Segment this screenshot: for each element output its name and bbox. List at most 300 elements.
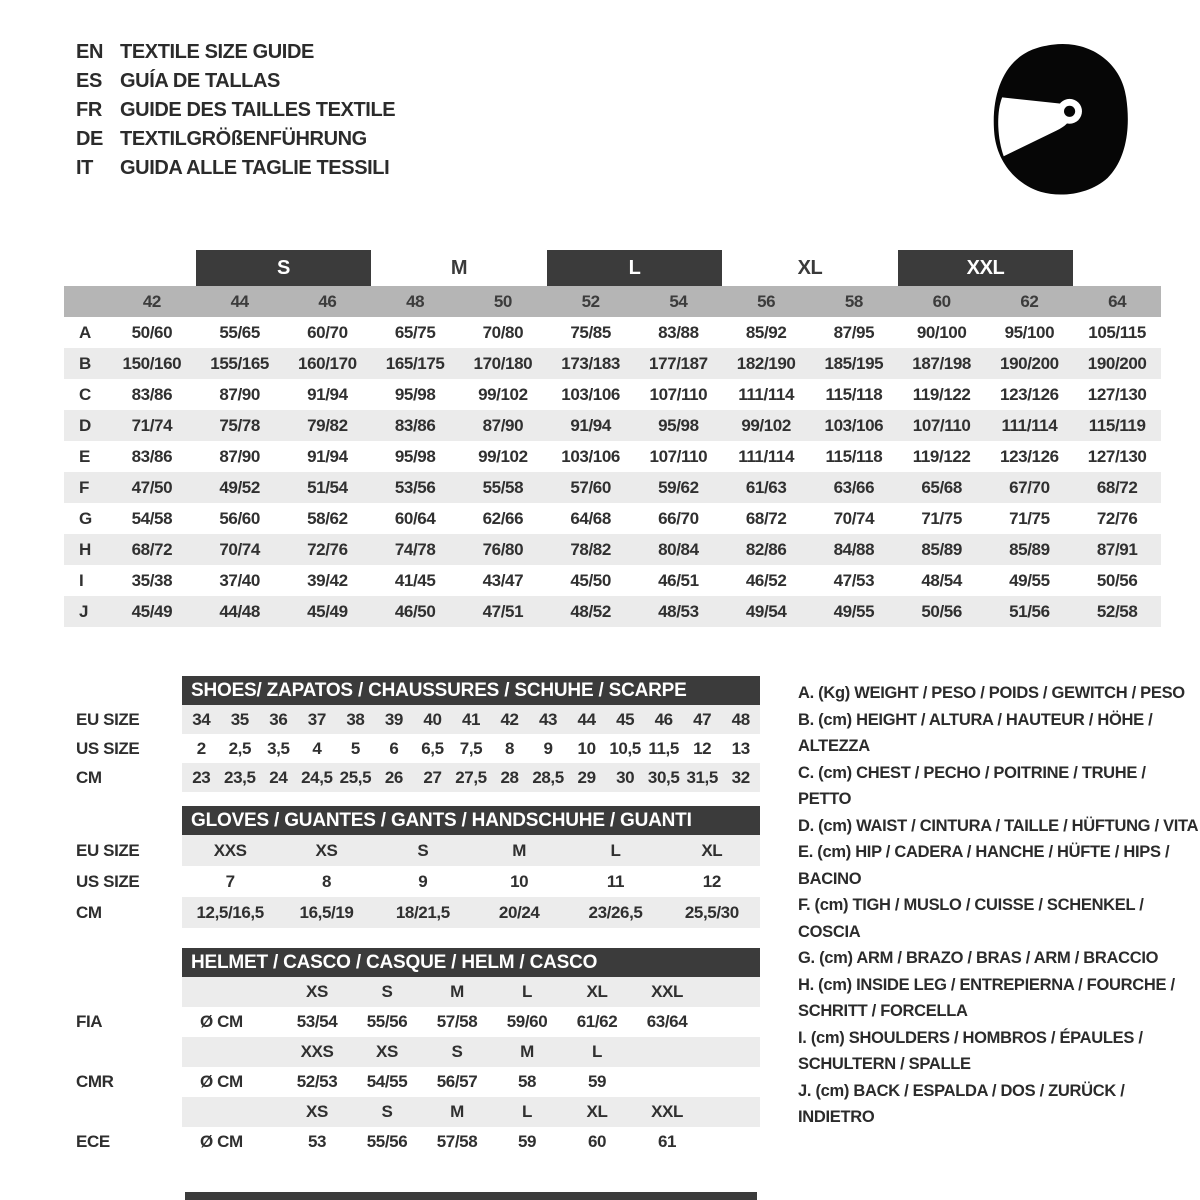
language-code: FR: [76, 99, 102, 121]
size-value-cell: 95/100: [1004, 322, 1055, 342]
size-value-cell: 85/89: [1009, 539, 1050, 559]
size-group-s: S: [196, 250, 372, 286]
size-value-cell: 68/72: [1096, 477, 1138, 497]
shoes-value-cell: 27,5: [455, 767, 487, 787]
size-value-cell: 103/106: [824, 415, 884, 435]
measure-letter: H: [79, 539, 91, 559]
helmet-icon-svg: [982, 40, 1137, 195]
size-table-row: [64, 317, 1161, 348]
shoes-value-cell: 46: [654, 709, 673, 729]
helmet-value-cell: 55/56: [366, 1012, 408, 1031]
size-value-cell: 119/122: [912, 446, 971, 466]
guide-title: GUÍA DE TALLAS: [120, 70, 280, 92]
size-value-cell: 160/170: [298, 353, 357, 373]
gloves-value-cell: 20/24: [498, 902, 540, 922]
numeric-size-label: 44: [230, 291, 249, 311]
shoes-value-cell: 25,5: [339, 767, 372, 787]
gloves-value-cell: 18/21,5: [395, 902, 450, 922]
size-value-cell: 185/195: [824, 353, 884, 373]
helmet-size-label: L: [592, 1042, 602, 1061]
helmet-value-cell: 60: [587, 1132, 607, 1151]
helmet-values-row: [64, 1067, 760, 1097]
gloves-section-header: GLOVES / GUANTES / GANTS / HANDSCHUHE / GUANTI: [182, 806, 760, 835]
size-value-cell: 190/200: [1087, 353, 1147, 373]
row-label: CM: [76, 902, 102, 922]
numeric-size-label: 56: [757, 291, 776, 311]
size-value-cell: 37/40: [219, 570, 260, 590]
size-table-row: [64, 410, 1161, 441]
shoes-value-cell: 28,5: [532, 767, 564, 787]
legend-item: J. (cm) BACK / ESPALDA / DOS / ZURÜCK / INDIETRO: [798, 1081, 1125, 1126]
size-value-cell: 170/180: [473, 353, 533, 373]
row-label: US SIZE: [76, 738, 140, 758]
gloves-value-cell: 7: [225, 871, 235, 891]
diameter-unit-label: Ø CM: [200, 1012, 243, 1031]
shoes-value-cell: 24: [269, 767, 288, 787]
shoes-value-cell: 32: [731, 767, 750, 787]
shoes-value-cell: 47: [693, 709, 712, 729]
size-value-cell: 45/49: [307, 601, 348, 621]
helmet-value-cell: 61: [657, 1132, 677, 1151]
size-value-cell: 82/86: [745, 539, 787, 559]
numeric-size-label: 50: [493, 291, 512, 311]
shoes-value-cell: 45: [616, 709, 635, 729]
size-value-cell: 105/115: [1088, 322, 1146, 342]
size-value-cell: 56/60: [219, 508, 260, 528]
helmet-icon: [982, 40, 1137, 195]
helmet-value-cell: 57/58: [436, 1012, 478, 1031]
size-value-cell: 127/130: [1087, 446, 1147, 466]
shoes-row: [64, 705, 760, 734]
shoes-value-cell: 36: [269, 709, 288, 729]
measure-letter: E: [79, 446, 90, 466]
shoes-row: [64, 734, 760, 763]
size-value-cell: 68/72: [131, 539, 173, 559]
shoes-section-header-row: [64, 676, 760, 705]
size-value-cell: 119/122: [912, 384, 971, 404]
size-value-cell: 43/47: [482, 570, 524, 590]
shoes-table: [64, 705, 760, 792]
size-value-cell: 47/51: [482, 601, 524, 621]
helmet-size-label: XXS: [300, 1042, 334, 1061]
helmet-value-cell: 54/55: [366, 1072, 408, 1091]
size-value-cell: 48/53: [658, 601, 699, 621]
spacer: [64, 977, 182, 1007]
diameter-unit-label: Ø CM: [200, 1132, 243, 1151]
spacer: [64, 1037, 182, 1067]
gloves-value-cell: 10: [510, 871, 529, 891]
helmet-sizes-row: [64, 977, 760, 1007]
size-value-cell: 115/119: [1088, 415, 1146, 435]
size-value-cell: 52/58: [1096, 601, 1138, 621]
legend-item: C. (cm) CHEST / PECHO / POITRINE / TRUHE / PETTO: [798, 763, 1146, 808]
language-code: ES: [76, 70, 102, 92]
helmet-value-cell: 58: [517, 1072, 537, 1091]
spacer: [64, 792, 760, 806]
shoes-value-cell: 3,5: [267, 738, 290, 758]
size-value-cell: 64/68: [570, 508, 611, 528]
helmet-value-cell: 52/53: [296, 1072, 338, 1091]
shoes-value-cell: 44: [577, 709, 596, 729]
size-value-cell: 111/114: [738, 446, 795, 466]
legend-item: I. (cm) SHOULDERS / HOMBROS / ÉPAULES / SCHULTERN / SPALLE: [798, 1028, 1143, 1073]
helmet-value-cell: 53: [307, 1132, 327, 1151]
size-value-cell: 49/55: [1009, 570, 1050, 590]
spacer: [64, 676, 182, 705]
size-value-cell: 71/75: [1009, 508, 1050, 528]
legend-item: B. (cm) HEIGHT / ALTURA / HAUTEUR / HÖHE / ALTEZZA: [798, 710, 1153, 755]
size-table-row: [64, 379, 1161, 410]
numeric-size-label: 54: [669, 291, 688, 311]
standard-label: FIA: [76, 1012, 103, 1031]
size-value-cell: 80/84: [658, 539, 699, 559]
size-value-cell: 58/62: [307, 508, 348, 528]
gloves-value-cell: L: [610, 840, 621, 860]
helmet-size-label: XS: [376, 1042, 398, 1061]
gloves-row: [64, 897, 760, 928]
size-value-cell: 71/75: [921, 508, 962, 528]
measure-letter: C: [79, 384, 91, 404]
size-value-cell: 99/102: [741, 415, 791, 435]
gloves-value-cell: XS: [315, 840, 338, 860]
size-table-row: [64, 596, 1161, 627]
size-value-cell: 150/160: [122, 353, 182, 373]
size-value-cell: 91/94: [307, 446, 348, 466]
title-row: [76, 96, 395, 125]
size-value-cell: 72/76: [307, 539, 348, 559]
size-value-cell: 99/102: [478, 446, 528, 466]
language-code: IT: [76, 157, 93, 179]
shoes-value-cell: 29: [577, 767, 596, 787]
size-value-cell: 91/94: [307, 384, 348, 404]
shoes-value-cell: 37: [307, 709, 326, 729]
legend-item: A. (Kg) WEIGHT / PESO / POIDS / GEWITCH / PESO: [798, 684, 1185, 702]
diameter-unit-label: Ø CM: [200, 1072, 243, 1091]
gloves-value-cell: XXS: [213, 840, 247, 860]
gloves-value-cell: 11: [606, 871, 625, 891]
shoes-value-cell: 42: [500, 709, 519, 729]
shoes-value-cell: 39: [384, 709, 403, 729]
title-row: [76, 125, 395, 154]
size-value-cell: 107/110: [649, 384, 708, 404]
helmet-size-label: M: [520, 1042, 534, 1061]
helmet-sizes-row: [64, 1097, 760, 1127]
size-table-row: [64, 565, 1161, 596]
shoes-value-cell: 2,5: [228, 738, 252, 758]
size-value-cell: 187/198: [912, 353, 971, 373]
size-value-cell: 70/80: [482, 322, 524, 342]
helmet-size-label: XS: [306, 1102, 328, 1121]
shoes-value-cell: 48: [731, 709, 750, 729]
spacer: [182, 1037, 282, 1067]
size-value-cell: 95/98: [394, 384, 436, 404]
spacer: [182, 1097, 282, 1127]
helmet-size-label: XL: [586, 1102, 608, 1121]
gloves-value-cell: 9: [418, 871, 428, 891]
helmet-size-label: XL: [586, 982, 608, 1001]
spacer: [64, 948, 182, 977]
size-value-cell: 76/80: [482, 539, 524, 559]
size-value-cell: 90/100: [916, 322, 967, 342]
title-row: [76, 154, 395, 183]
size-value-cell: 68/72: [745, 508, 787, 528]
legend-item: F. (cm) TIGH / MUSLO / CUISSE / SCHENKEL / COSCIA: [798, 896, 1144, 941]
numeric-size-label: 52: [581, 291, 600, 311]
helmet-table: [64, 977, 760, 1157]
numeric-size-label: 64: [1108, 291, 1127, 311]
size-value-cell: 123/126: [1000, 384, 1059, 404]
legend-item: D. (cm) WAIST / CINTURA / TAILLE / HÜFTUNG / VITA: [798, 816, 1199, 835]
size-value-cell: 103/106: [561, 384, 620, 404]
size-value-cell: 95/98: [394, 446, 436, 466]
size-value-cell: 65/68: [921, 477, 962, 497]
measure-letter: G: [79, 508, 92, 528]
size-table-row: [64, 503, 1161, 534]
size-value-cell: 49/54: [745, 601, 787, 621]
shoes-value-cell: 5: [350, 738, 360, 758]
helmet-size-label: XXL: [651, 1102, 683, 1121]
textile-size-table: [64, 250, 1161, 627]
helmet-size-label: L: [522, 1102, 532, 1121]
helmet-value-cell: 61/62: [576, 1012, 618, 1031]
shoes-value-cell: 2: [196, 738, 206, 758]
shoes-row: [64, 763, 760, 792]
size-value-cell: 50/56: [921, 601, 962, 621]
shoes-value-cell: 10,5: [609, 738, 641, 758]
size-value-cell: 47/53: [833, 570, 875, 590]
helmet-value-cell: 59/60: [506, 1012, 548, 1031]
size-value-cell: 83/86: [131, 384, 173, 404]
shoes-value-cell: 43: [539, 709, 558, 729]
shoes-value-cell: 7,5: [459, 738, 483, 758]
measure-letter: D: [79, 415, 91, 435]
size-value-cell: 85/92: [745, 322, 787, 342]
spacer: [64, 806, 182, 835]
shoes-value-cell: 26: [384, 767, 403, 787]
shoes-value-cell: 11,5: [648, 738, 679, 758]
size-value-cell: 48/52: [570, 601, 611, 621]
numeric-size-label: 46: [318, 291, 337, 311]
size-value-cell: 55/65: [219, 322, 260, 342]
size-value-cell: 70/74: [833, 508, 875, 528]
shoes-value-cell: 40: [423, 709, 442, 729]
size-value-cell: 107/110: [649, 446, 708, 466]
size-value-cell: 67/70: [1009, 477, 1050, 497]
size-value-cell: 75/85: [570, 322, 611, 342]
size-value-cell: 78/82: [570, 539, 611, 559]
shoes-value-cell: 31,5: [686, 767, 718, 787]
shoes-value-cell: 9: [543, 738, 553, 758]
helmet-size-label: S: [381, 1102, 393, 1121]
standard-label: ECE: [76, 1132, 110, 1151]
size-value-cell: 103/106: [561, 446, 620, 466]
shoes-value-cell: 34: [192, 709, 211, 729]
size-group-header-row: [64, 250, 1161, 286]
size-value-cell: 55/58: [482, 477, 524, 497]
shoes-value-cell: 10: [577, 738, 596, 758]
shoes-value-cell: 35: [230, 709, 249, 729]
spacer: [64, 1097, 182, 1127]
language-code: EN: [76, 41, 103, 63]
size-value-cell: 87/90: [219, 446, 260, 466]
gloves-value-cell: 12,5/16,5: [196, 902, 264, 922]
size-value-cell: 46/52: [745, 570, 787, 590]
helmet-standard-group: [64, 1097, 760, 1157]
size-value-cell: 47/50: [131, 477, 173, 497]
size-table-row: [64, 441, 1161, 472]
size-value-cell: 115/118: [825, 384, 883, 404]
helmet-value-cell: 59: [587, 1072, 607, 1091]
size-value-cell: 87/95: [833, 322, 875, 342]
size-value-cell: 49/55: [833, 601, 875, 621]
helmet-size-label: S: [451, 1042, 463, 1061]
size-group-m: M: [450, 256, 468, 279]
legend-item: E. (cm) HIP / CADERA / HANCHE / HÜFTE / HIPS / BACINO: [798, 843, 1170, 888]
helmet-value-cell: 59: [517, 1132, 537, 1151]
helmet-size-label: M: [450, 982, 464, 1001]
shoes-value-cell: 28: [500, 767, 519, 787]
size-value-cell: 111/114: [1001, 415, 1058, 435]
size-value-cell: 54/58: [131, 508, 173, 528]
size-value-cell: 99/102: [478, 384, 528, 404]
guide-title: TEXTILE SIZE GUIDE: [120, 41, 314, 63]
helmet-section-header-row: [64, 948, 760, 977]
size-value-cell: 66/70: [658, 508, 699, 528]
gloves-row: [64, 835, 760, 866]
gloves-value-cell: XL: [701, 840, 723, 860]
legend-item: G. (cm) ARM / BRAZO / BRAS / ARM / BRACCIO: [798, 949, 1159, 967]
gloves-table: [64, 835, 760, 928]
shoes-value-cell: 8: [505, 738, 515, 758]
size-value-cell: 127/130: [1087, 384, 1147, 404]
helmet-size-label: S: [381, 982, 393, 1001]
row-label: US SIZE: [76, 871, 140, 891]
size-value-cell: 87/90: [482, 415, 524, 435]
title-row: [76, 67, 395, 96]
size-value-cell: 48/54: [921, 570, 962, 590]
size-value-cell: 61/63: [745, 477, 787, 497]
size-value-cell: 53/56: [394, 477, 436, 497]
helmet-size-label: XXL: [651, 982, 683, 1001]
size-table-body: [64, 317, 1161, 627]
size-value-cell: 62/66: [482, 508, 524, 528]
size-value-cell: 123/126: [1000, 446, 1059, 466]
size-value-cell: 111/114: [738, 384, 795, 404]
guide-title: TEXTILGRÖßENFÜHRUNG: [120, 128, 367, 150]
guide-title: GUIDE DES TAILLES TEXTILE: [120, 99, 396, 121]
size-value-cell: 41/45: [394, 570, 436, 590]
gloves-value-cell: 25,5/30: [684, 902, 739, 922]
shoes-value-cell: 12: [693, 738, 712, 758]
size-value-cell: 173/183: [561, 353, 620, 373]
standard-label: CMR: [76, 1072, 114, 1091]
shoes-value-cell: 13: [731, 738, 750, 758]
size-value-cell: 85/89: [921, 539, 962, 559]
shoes-value-cell: 30,5: [647, 767, 680, 787]
helmet-value-cell: 53/54: [296, 1012, 338, 1031]
numeric-size-label: 48: [406, 291, 425, 311]
size-group-l: L: [547, 250, 723, 286]
shoes-section-header: SHOES/ ZAPATOS / CHAUSSURES / SCHUHE / SCARPE: [182, 676, 760, 705]
shoes-value-cell: 41: [461, 709, 481, 729]
gloves-value-cell: 8: [321, 871, 332, 891]
shoes-value-cell: 4: [312, 738, 322, 758]
gloves-value-cell: 12: [702, 871, 721, 891]
measure-letter: A: [79, 322, 91, 342]
shoes-value-cell: 30: [616, 767, 635, 787]
size-value-cell: 91/94: [570, 415, 611, 435]
size-group-xxl: XXL: [898, 250, 1074, 286]
measurement-legend: [798, 680, 1200, 1131]
measure-letter: I: [79, 570, 84, 590]
helmet-value-cell: 63/64: [646, 1012, 688, 1031]
size-value-cell: 83/88: [658, 322, 699, 342]
size-value-cell: 63/66: [833, 477, 875, 497]
spacer: [64, 928, 760, 948]
helmet-size-label: L: [522, 982, 532, 1001]
row-label: CM: [76, 767, 102, 787]
size-value-cell: 35/38: [131, 570, 173, 590]
size-value-cell: 70/74: [219, 539, 260, 559]
gloves-section-header-row: [64, 806, 760, 835]
helmet-section-header: HELMET / CASCO / CASQUE / HELM / CASCO: [182, 948, 760, 977]
helmet-standard-group: [64, 1037, 760, 1097]
size-value-cell: 79/82: [307, 415, 348, 435]
numeric-size-label: 62: [1020, 291, 1039, 311]
size-value-cell: 107/110: [912, 415, 971, 435]
size-value-cell: 87/90: [219, 384, 260, 404]
gloves-value-cell: 16,5/19: [299, 902, 354, 922]
helmet-value-cell: 55/56: [366, 1132, 408, 1151]
size-value-cell: 83/86: [131, 446, 173, 466]
legend-item: H. (cm) INSIDE LEG / ENTREPIERNA / FOURCHE / SCHRITT / FORCELLA: [798, 975, 1175, 1020]
size-value-cell: 51/54: [307, 477, 348, 497]
measure-letter: B: [79, 353, 91, 373]
shoes-value-cell: 6: [389, 738, 399, 758]
size-value-cell: 65/75: [394, 322, 436, 342]
row-label: EU SIZE: [76, 709, 140, 729]
measure-letter: J: [79, 601, 89, 621]
size-value-cell: 165/175: [385, 353, 445, 373]
gloves-value-cell: S: [417, 840, 429, 860]
shoes-value-cell: 38: [346, 709, 365, 729]
language-code: DE: [76, 128, 103, 150]
numeric-size-label: 42: [142, 291, 161, 311]
size-value-cell: 39/42: [307, 570, 348, 590]
helmet-values-row: [64, 1007, 760, 1037]
shoes-value-cell: 6,5: [421, 738, 444, 758]
size-value-cell: 59/62: [658, 477, 699, 497]
helmet-size-label: M: [450, 1102, 464, 1121]
size-table-row: [64, 534, 1161, 565]
size-value-cell: 51/56: [1009, 601, 1050, 621]
size-value-cell: 72/76: [1096, 508, 1138, 528]
shoes-value-cell: 27: [423, 767, 442, 787]
corner-spacer: [64, 286, 108, 317]
shoes-value-cell: 23,5: [224, 767, 256, 787]
size-value-cell: 155/165: [210, 353, 269, 373]
shoes-value-cell: 23: [192, 767, 211, 787]
guide-title: GUIDA ALLE TAGLIE TESSILI: [120, 157, 390, 179]
size-value-cell: 182/190: [736, 353, 796, 373]
measure-letter: F: [79, 477, 89, 497]
spacer: [182, 977, 282, 1007]
helmet-value-cell: 56/57: [436, 1072, 478, 1091]
cropped-section-bar: [185, 1192, 757, 1200]
size-value-cell: 60/64: [394, 508, 436, 528]
helmet-sizes-row: [64, 1037, 760, 1067]
size-value-cell: 87/91: [1096, 539, 1138, 559]
